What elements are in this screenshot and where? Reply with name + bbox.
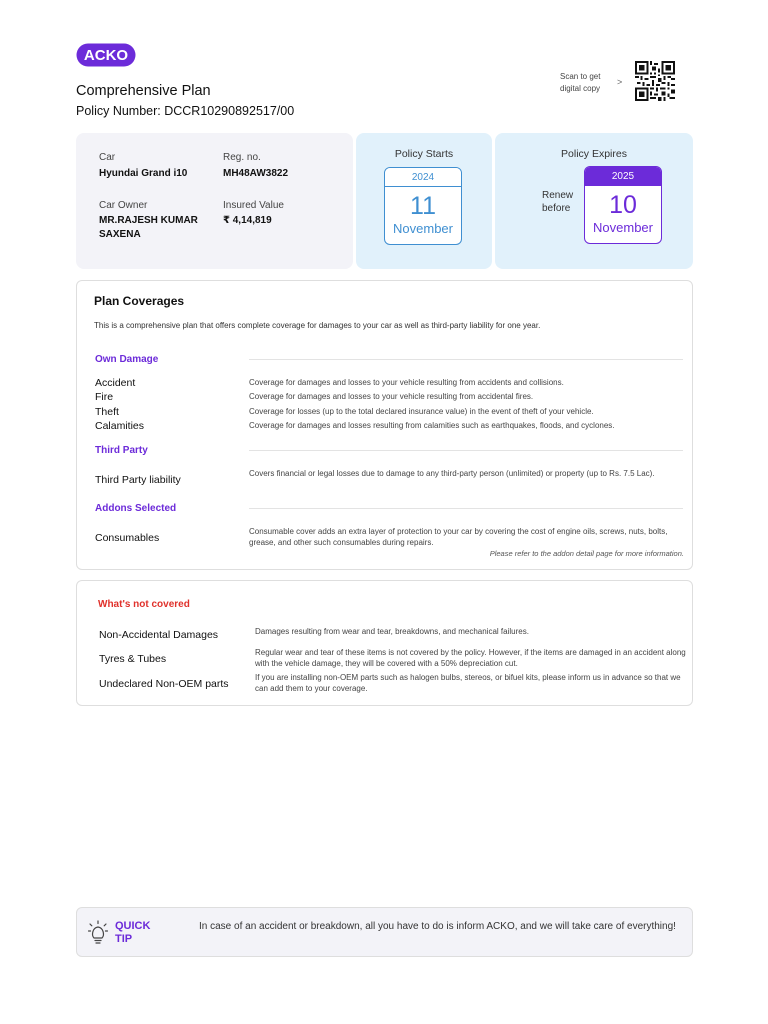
exclusion-desc: Regular wear and tear of these items is not covered by the policy. However, if the items are damaged in an accident along with the vehicle damage, they will be covered with a 50% depreciation cut. [255, 648, 686, 668]
expiry-day: 10 [609, 191, 637, 219]
policy-expiry-title: Policy Expires [561, 148, 627, 160]
coverage-desc: Coverage for damages and losses to your vehicle resulting from accidents and collisions. [249, 378, 564, 387]
exclusion-name: Undeclared Non-OEM parts [99, 678, 229, 690]
divider [249, 450, 683, 451]
addons-title: Addons Selected [95, 503, 177, 514]
insured-label: Insured Value [223, 200, 284, 211]
start-year: 2024 [385, 168, 461, 187]
coverage-desc: Coverage for losses (up to the total declared insurance value) in the event of theft of your vehicle. [249, 407, 594, 416]
owner-label: Car Owner [99, 200, 148, 211]
exclusion-name: Non-Accidental Damages [99, 629, 219, 641]
quick-tip-text: In case of an accident or breakdown, all you have to do is inform ACKO, and we will take care of everything! [199, 921, 676, 932]
coverage-name: Fire [95, 391, 114, 403]
quick-tip-label: QUICK TIP [115, 920, 151, 945]
start-month: November [393, 221, 453, 236]
owner-value: MR.RAJESH KUMAR SAXENA [99, 215, 198, 240]
plan-title: Comprehensive Plan [76, 83, 211, 99]
coverage-desc: Covers financial or legal losses due to damage to any third-party person (unlimited) or property (up to Rs. 7.5 Lac). [249, 469, 655, 478]
expiry-calendar-icon [584, 166, 662, 244]
own-damage-title: Own Damage [95, 354, 159, 365]
exclusion-desc: If you are installing non-OEM parts such as halogen bulbs, stereos, or bifuel kits, please inform us in advance so that we can add them to your coverage. [255, 673, 681, 693]
coverage-desc: Consumable cover adds an extra layer of protection to your car by covering the cost of engine oils, screws, nuts, bolts, grease, and other such consumables during repairs. [249, 527, 668, 547]
expiry-month: November [593, 220, 653, 235]
coverage-desc: Coverage for damages and losses to your vehicle resulting from accidental fires. [249, 392, 534, 401]
acko-logo [76, 43, 136, 67]
not-covered-panel [76, 580, 693, 706]
chevron-right-icon: > [617, 77, 623, 87]
exclusion-desc: Damages resulting from wear and tear, breakdowns, and mechanical failures. [255, 627, 529, 636]
car-value: Hyundai Grand i10 [99, 168, 188, 179]
policy-expiry-card [495, 133, 693, 269]
renew-before-text: Renew before [542, 190, 574, 214]
plan-coverages-panel [76, 280, 693, 570]
coverages-title: Plan Coverages [94, 294, 185, 308]
coverage-name: Theft [95, 406, 119, 418]
quick-tip-box [76, 907, 693, 957]
coverages-intro: This is a comprehensive plan that offers complete coverage for damages to your car as well as third-party liability for one year. [94, 321, 541, 330]
not-covered-title: What's not covered [98, 599, 190, 610]
divider [249, 508, 683, 509]
start-calendar-icon [384, 167, 462, 245]
reg-value: MH48AW3822 [223, 168, 289, 179]
coverage-name: Calamities [95, 420, 145, 432]
vehicle-info-card [76, 133, 353, 269]
exclusion-name: Tyres & Tubes [99, 653, 167, 665]
policy-start-card [356, 133, 492, 269]
coverage-name: Third Party liability [95, 474, 181, 486]
car-label: Car [99, 152, 116, 163]
scan-text: Scan to get digital copy [560, 72, 601, 93]
coverage-desc: Coverage for damages and losses resulting from calamities such as earthquakes, floods, and cyclones. [249, 421, 615, 430]
third-party-title: Third Party [95, 445, 148, 456]
expiry-year: 2025 [585, 167, 661, 186]
divider [249, 359, 683, 360]
policy-start-title: Policy Starts [394, 148, 454, 160]
coverage-name: Consumables [95, 532, 160, 544]
qr-code-icon[interactable] [635, 61, 675, 101]
coverage-name: Accident [95, 377, 136, 389]
policy-number: Policy Number: DCCR10290892517/00 [76, 104, 295, 118]
addon-note: Please refer to the addon detail page for more information. [489, 549, 684, 558]
start-day: 11 [410, 192, 436, 220]
reg-label: Reg. no. [223, 152, 261, 163]
logo-text: ACKO [83, 47, 129, 64]
insured-value: ₹ 4,14,819 [223, 215, 272, 226]
lightbulb-icon [88, 920, 108, 946]
